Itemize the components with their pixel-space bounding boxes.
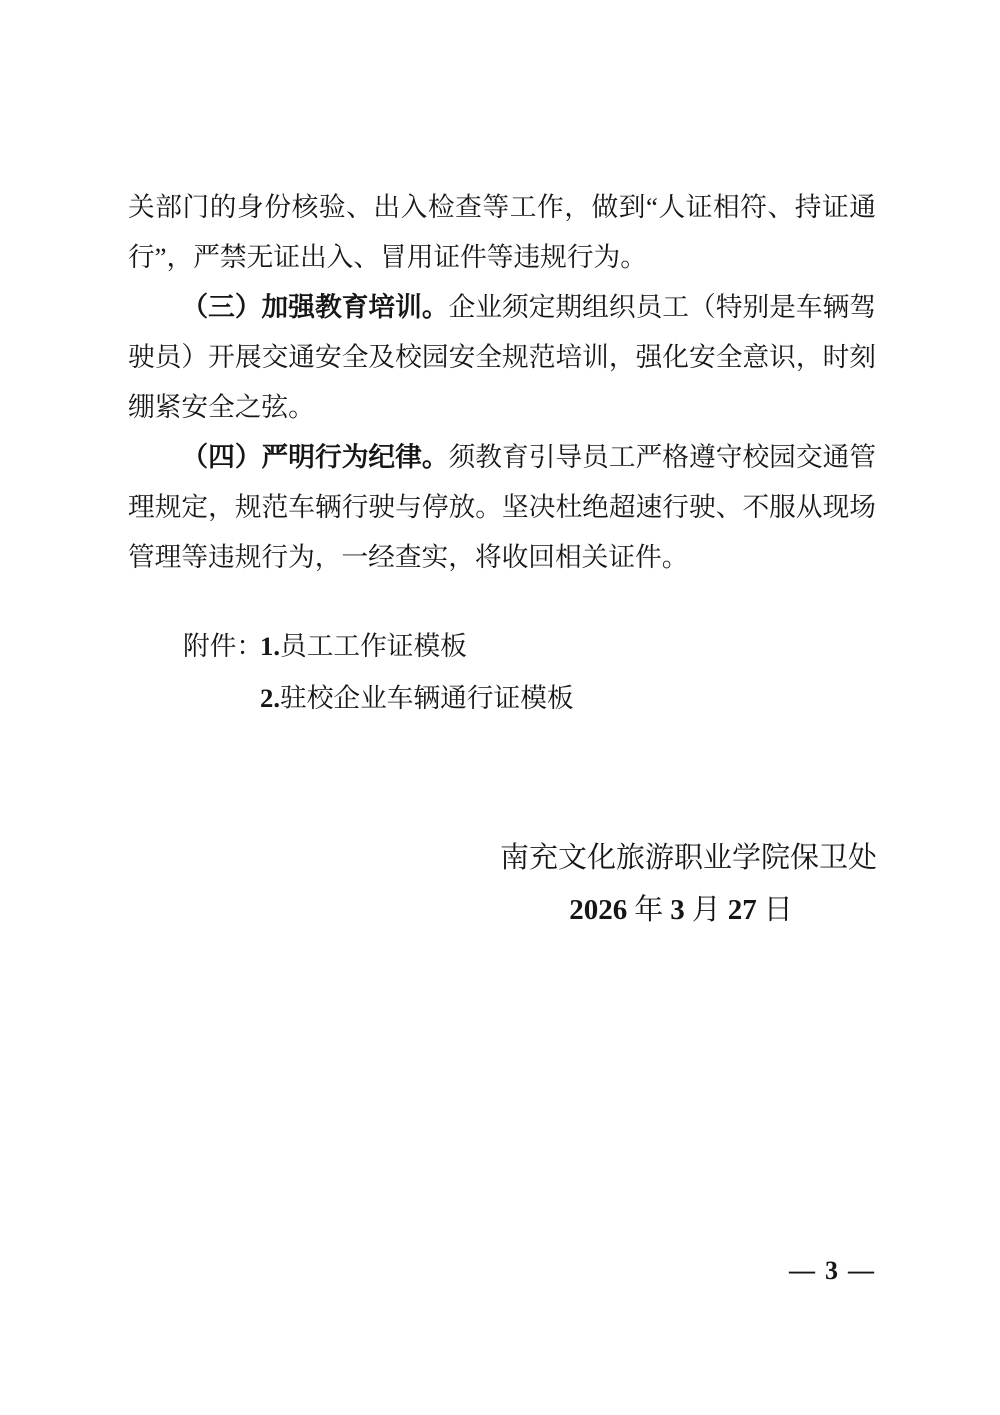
paragraph-continuation-text: 关部门的身份核验、出入检查等工作，做到“人证相符、持证通行”，严禁无证出入、冒用证件等违规行为。 xyxy=(128,192,876,272)
signature-date-month: 3 xyxy=(670,894,685,926)
item-3-heading: （三）加强教育培训。 xyxy=(181,292,449,322)
attachment-1-number: 1. xyxy=(260,631,281,661)
paragraph-continuation xyxy=(128,182,876,282)
paragraph-item-3 xyxy=(128,282,876,432)
attachment-2-title: 驻校企业车辆通行证模板 xyxy=(280,683,574,713)
signature-date-year-label: 年 xyxy=(634,894,664,926)
signature-date xyxy=(500,884,862,936)
document-body xyxy=(128,182,876,582)
page-number xyxy=(789,1256,874,1286)
item-3-text: 企业须定期组织员工（特别是车辆驾驶员）开展交通安全及校园安全规范培训，强化安全意识，时刻绷紧安全之弦。 xyxy=(128,292,877,422)
attachment-2-number: 2. xyxy=(260,683,281,713)
page-number-value: 3 xyxy=(825,1256,838,1285)
signature-date-day-label: 日 xyxy=(763,894,793,926)
page-number-left-dash: — xyxy=(789,1256,815,1285)
signature-organization: 南充文化旅游职业学院保卫处 xyxy=(500,842,878,874)
attachments-label: 附件： xyxy=(183,631,264,661)
paragraph-item-4 xyxy=(128,432,876,582)
attachment-item-1 xyxy=(128,620,574,672)
item-4-text: 须教育引导员工严格遵守校园交通管理规定，规范车辆行驶与停放。坚决杜绝超速行驶、不服从现场管理等违规行为，一经查实，将收回相关证件。 xyxy=(128,442,877,572)
attachment-1-title: 员工工作证模板 xyxy=(280,631,467,661)
signature-date-day: 27 xyxy=(727,894,757,926)
page-number-right-dash: — xyxy=(848,1256,874,1285)
item-4-heading: （四）严明行为纪律。 xyxy=(181,442,449,472)
signature-date-month-label: 月 xyxy=(691,894,721,926)
signature-block xyxy=(500,832,878,936)
signature-date-year: 2026 xyxy=(569,894,628,926)
attachments-block xyxy=(128,620,574,724)
attachment-item-2 xyxy=(128,672,574,724)
